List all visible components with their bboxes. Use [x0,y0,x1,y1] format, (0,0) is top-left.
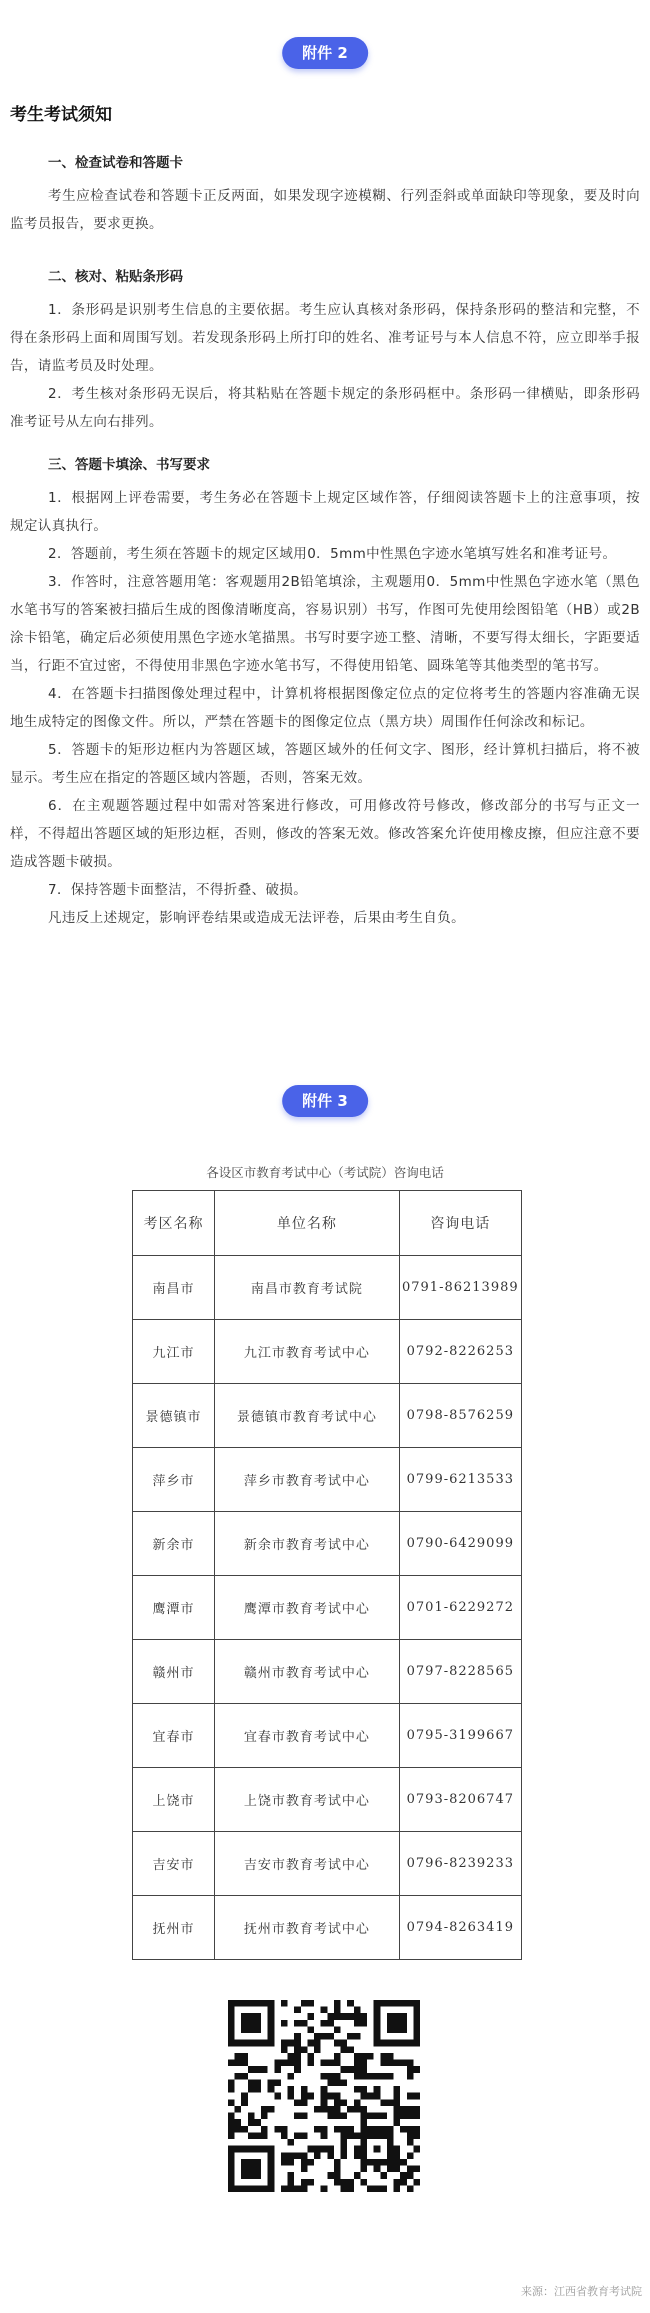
cell-district: 九江市 [133,1320,215,1384]
paragraph: 4．在答题卡扫描图像处理过程中，计算机将根据图像定位点的定位将考生的答题内容准确无误地生成特定的图像文件。所以，严禁在答题卡的图像定位点（黑方块）周围作任何涂改和标记。 [10,686,640,730]
cell-district: 萍乡市 [133,1448,215,1512]
table-header-row [133,1191,522,1256]
section-heading: 三、答题卡填涂、书写要求 [48,457,210,473]
header-district: 考区名称 [133,1191,215,1256]
paragraph: 5．答题卡的矩形边框内为答题区域，答题区域外的任何文字、图形，经计算机扫描后，将不被显示。考生应在指定的答题区域内答题，否则，答案无效。 [10,742,640,786]
paragraph: 1．条形码是识别考生信息的主要依据。考生应认真核对条形码，保持条形码的整洁和完整，不得在条形码上面和周围写划。若发现条形码上所打印的姓名、准考证号与本人信息不符，应立即举手报告，请监考员及时处理。 [10,302,640,374]
cell-unit: 新余市教育考试中心 [215,1512,400,1576]
cell-phone: 0796-8239233 [399,1832,521,1896]
closing-statement: 凡违反上述规定，影响评卷结果或造成无法评卷，后果由考生自负。 [48,910,465,926]
paragraph: 2．答题前，考生须在答题卡的规定区域用0．5mm中性黑色字迹水笔填写姓名和准考证号。 [48,546,617,562]
table-row [133,1640,522,1704]
table-row [133,1576,522,1640]
paragraph: 6．在主观题答题过程中如需对答案进行修改，可用修改符号修改，修改部分的书写与正文一样，不得超出答题区域的矩形边框，否则，修改的答案无效。修改答案允许使用橡皮擦，但应注意不要造成答题卡破损。 [10,798,640,870]
qr-code-icon [228,2000,420,2192]
cell-unit: 赣州市教育考试中心 [215,1640,400,1704]
cell-district: 南昌市 [133,1256,215,1320]
section-answer-sheet [10,452,640,932]
cell-unit: 萍乡市教育考试中心 [215,1448,400,1512]
cell-district: 上饶市 [133,1768,215,1832]
table-row [133,1832,522,1896]
cell-phone: 0794-8263419 [399,1896,521,1960]
table-row [133,1512,522,1576]
attachment-2-badge: 附件 2 [282,37,368,69]
cell-phone: 0797-8228565 [399,1640,521,1704]
table-row [133,1448,522,1512]
paragraph: 考生应检查试卷和答题卡正反两面，如果发现字迹模糊、行列歪斜或单面缺印等现象，要及时向监考员报告，要求更换。 [10,188,640,232]
cell-district: 抚州市 [133,1896,215,1960]
cell-unit: 吉安市教育考试中心 [215,1832,400,1896]
paragraph: 3．作答时，注意答题用笔：客观题用2B铅笔填涂，主观题用0．5mm中性黑色字迹水笔（黑色水笔书写的答案被扫描后生成的图像清晰度高，容易识别）书写，作图可先使用绘图铅笔（HB）或2B涂卡铅笔，确定后必须使用黑色字迹水笔描黑。书写时要字迹工整、清晰，不要写得太细长，字距要适当，行距不宜过密，不得使用非黑色字迹水笔书写，不得使用铅笔、圆珠笔等其他类型的笔书写。 [10,574,640,674]
table-caption: 各设区市教育考试中心（考试院）咨询电话 [206,1165,444,1180]
paragraph: 2．考生核对条形码无误后，将其粘贴在答题卡规定的条形码框中。条形码一律横贴，即条形码准考证号从左向右排列。 [10,386,640,430]
table-row [133,1704,522,1768]
cell-unit: 宜春市教育考试中心 [215,1704,400,1768]
header-unit: 单位名称 [215,1191,400,1256]
paragraph: 1．根据网上评卷需要，考生务必在答题卡上规定区域作答，仔细阅读答题卡上的注意事项，按规定认真执行。 [10,490,640,534]
attachment-3-badge: 附件 3 [282,1085,368,1117]
cell-phone: 0791-86213989 [399,1256,521,1320]
cell-unit: 上饶市教育考试中心 [215,1768,400,1832]
table-row [133,1896,522,1960]
cell-phone: 0792-8226253 [399,1320,521,1384]
cell-district: 鹰潭市 [133,1576,215,1640]
section-heading: 一、检查试卷和答题卡 [48,155,183,171]
table-row [133,1256,522,1320]
table-row [133,1768,522,1832]
source-credit: 来源：江西省教育考试院 [521,2285,642,2298]
table-row [133,1320,522,1384]
table-row [133,1384,522,1448]
cell-unit: 抚州市教育考试中心 [215,1896,400,1960]
cell-district: 吉安市 [133,1832,215,1896]
cell-district: 宜春市 [133,1704,215,1768]
cell-unit: 鹰潭市教育考试中心 [215,1576,400,1640]
paragraph: 7．保持答题卡面整洁，不得折叠、破损。 [48,882,308,898]
notice-title: 考生考试须知 [10,105,112,125]
header-phone: 咨询电话 [399,1191,521,1256]
cell-phone: 0793-8206747 [399,1768,521,1832]
cell-phone: 0795-3199667 [399,1704,521,1768]
cell-phone: 0790-6429099 [399,1512,521,1576]
cell-unit: 南昌市教育考试院 [215,1256,400,1320]
cell-district: 景德镇市 [133,1384,215,1448]
cell-district: 新余市 [133,1512,215,1576]
cell-district: 赣州市 [133,1640,215,1704]
section-check-papers [10,150,640,238]
cell-unit: 九江市教育考试中心 [215,1320,400,1384]
section-heading: 二、核对、粘贴条形码 [48,269,183,285]
cell-phone: 0701-6229272 [399,1576,521,1640]
cell-phone: 0798-8576259 [399,1384,521,1448]
section-barcode [10,264,640,436]
contact-table [132,1190,522,1960]
cell-unit: 景德镇市教育考试中心 [215,1384,400,1448]
cell-phone: 0799-6213533 [399,1448,521,1512]
